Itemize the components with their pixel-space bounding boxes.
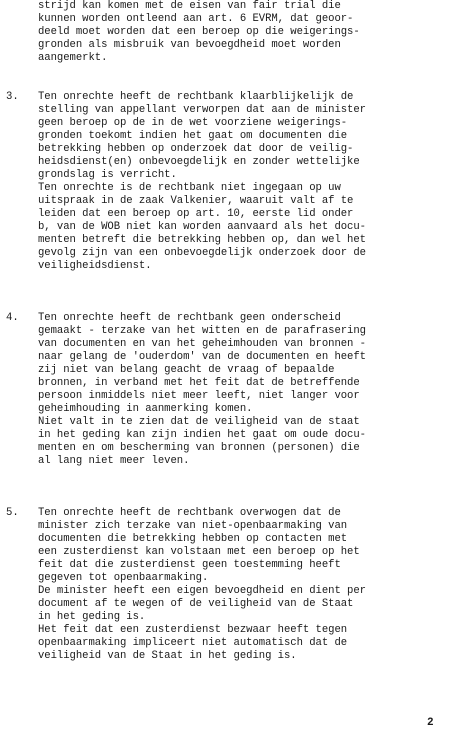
text-line: naar gelang de 'ouderdom' van de documenten en heeft: [38, 351, 366, 363]
text-line: aangemerkt.: [38, 52, 108, 64]
text-line: zij niet van belang geacht de vraag of bepaalde: [38, 364, 335, 376]
text-line: menten en om bescherming van bronnen (personen) die: [38, 442, 360, 454]
text-line: uitspraak in de zaak Valkenier, waaruit valt af te: [38, 195, 354, 207]
text-line: geheimhouding in aanmerking komen.: [38, 403, 253, 415]
text-line: leiden dat een beroep op art. 10, eerste lid onder: [38, 208, 354, 220]
text-line: minister zich terzake van niet-openbaarmaking van: [38, 520, 348, 532]
text-line: van documenten en van het geheimhouden van bronnen -: [38, 338, 366, 350]
item-number: 3.: [6, 91, 19, 103]
text-line: Niet valt in te zien dat de veiligheid van de staat: [38, 416, 360, 428]
text-line: gronden toekomt indien het gaat om documenten die: [38, 130, 348, 142]
text-line: geen beroep op de in de wet voorziene weigerings-: [38, 117, 348, 129]
text-line: stelling van appellant verworpen dat aan de minister: [38, 104, 366, 116]
text-line: De minister heeft een eigen bevoegdheid en dient per: [38, 585, 366, 597]
text-line: Ten onrechte heeft de rechtbank geen onderscheid: [38, 312, 341, 324]
text-line: document af te wegen of de veiligheid van de Staat: [38, 598, 354, 610]
text-line: veiligheid van de Staat in het geding is.: [38, 650, 297, 662]
text-line: documenten die betrekking hebben op contacten met: [38, 533, 348, 545]
text-line: grondslag is verricht.: [38, 169, 177, 181]
page-number: 2: [427, 717, 434, 729]
text-line: gemaakt - terzake van het witten en de parafrasering: [38, 325, 366, 337]
text-line: Ten onrechte is de rechtbank niet ingegaan op uw: [38, 182, 341, 194]
item-number: 4.: [6, 312, 19, 324]
text-line: b, van de WOB niet kan worden aanvaard als het docu-: [38, 221, 366, 233]
text-line: kunnen worden ontleend aan art. 6 EVRM, dat geoor-: [38, 13, 354, 25]
text-line: openbaarmaking impliceert niet automatisch dat de: [38, 637, 348, 649]
text-line: in het geding kan zijn indien het gaat om oude docu-: [38, 429, 366, 441]
text-line: feit dat die zusterdienst geen toestemming heeft: [38, 559, 341, 571]
text-line: betrekking hebben op onderzoek dat door de veilig-: [38, 143, 354, 155]
text-line: Het feit dat een zusterdienst bezwaar heeft tegen: [38, 624, 348, 636]
text-line: heidsdienst(en) onbevoegdelijk en zonder wettelijke: [38, 156, 360, 168]
text-line: strijd kan komen met de eisen van fair trial die: [38, 0, 341, 12]
text-line: in het geding is.: [38, 611, 146, 623]
text-line: menten betreft die betrekking hebben op, dan wel het: [38, 234, 366, 246]
text-line: bronnen, in verband met het feit dat de betreffende: [38, 377, 360, 389]
text-line: persoon inmiddels niet meer leeft, niet langer voor: [38, 390, 360, 402]
text-line: gevolg zijn van een onbevoegdelijk onderzoek door de: [38, 247, 366, 259]
text-line: Ten onrechte heeft de rechtbank klaarblijkelijk de: [38, 91, 354, 103]
text-line: deeld moet worden dat een beroep op die weigerings-: [38, 26, 360, 38]
text-line: een zusterdienst kan volstaan met een beroep op het: [38, 546, 360, 558]
text-line: veiligheidsdienst.: [38, 260, 152, 272]
text-line: gronden als misbruik van bevoegdheid moet worden: [38, 39, 341, 51]
text-line: Ten onrechte heeft de rechtbank overwogen dat de: [38, 507, 341, 519]
item-number: 5.: [6, 507, 19, 519]
text-line: al lang niet meer leven.: [38, 455, 190, 467]
text-line: gegeven tot openbaarmaking.: [38, 572, 209, 584]
